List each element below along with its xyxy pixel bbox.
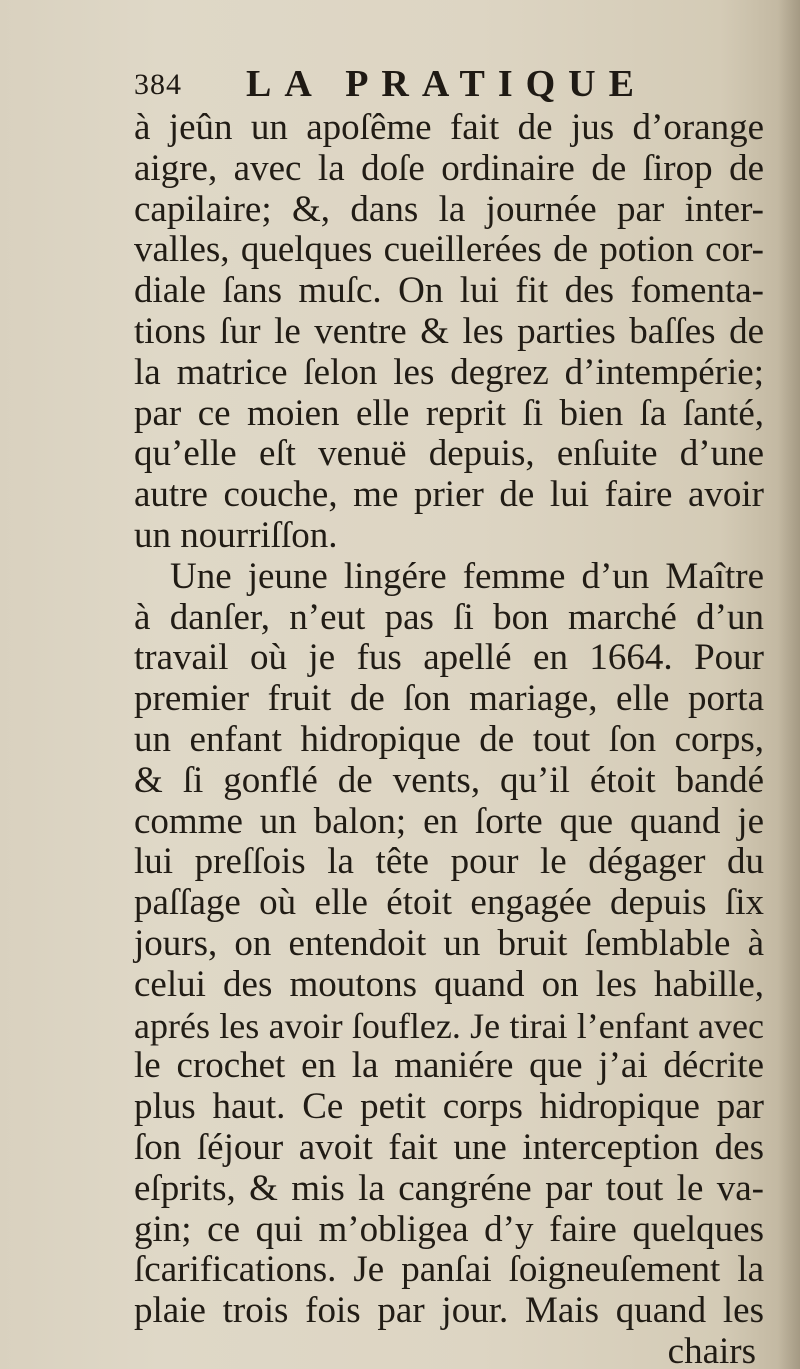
running-head [134, 62, 754, 110]
text-line: comme un balon; en ſorte que quand je [134, 800, 764, 842]
catchword: chairs [667, 1330, 756, 1369]
text-line: travail où je fus apellé en 1664. Pour [134, 637, 764, 679]
text-line: plus haut. Ce petit corps hidropique par [134, 1086, 764, 1128]
text-line: autre couche, me prier de lui faire avoir [134, 474, 764, 516]
text-line: capilaire; &, dans la journée par inter- [134, 188, 764, 230]
text-line: par ce moien elle reprit ſi bien ſa ſanté, [134, 392, 764, 434]
text-line: un enfant hidropique de tout ſon corps, [134, 718, 764, 760]
text-line: à danſer, n’eut pas ſi bon marché d’un [134, 596, 764, 638]
running-title: LA PRATIQUE [246, 63, 647, 105]
text-line: aprés les avoir ſouflez. Je tirai l’enfant avec [134, 1005, 764, 1046]
page-edge-shadow [778, 0, 800, 1369]
text-line: qu’elle eſt venuë depuis, enſuite d’une [134, 433, 764, 475]
text-line: la matrice ſelon les degrez d’intempérie; [134, 351, 764, 393]
text-line: & ſi gonflé de vents, qu’il étoit bandé [134, 759, 764, 801]
text-line: gin; ce qui m’obligea d’y faire quelques [134, 1208, 764, 1250]
paragraph-end-line: un nourriſſon. [134, 514, 338, 556]
text-line: celui des moutons quand on les habille, [134, 963, 764, 1005]
text-line: lui preſſois la tête pour le dégager du [134, 841, 764, 883]
text-line: valles, quelques cueillerées de potion cor- [134, 229, 764, 271]
page-number: 384 [134, 68, 182, 101]
text-line: à jeûn un apoſême fait de jus d’orange [134, 107, 764, 148]
text-line: eſprits, & mis la cangréne par tout le va- [134, 1167, 764, 1209]
text-line: paſſage où elle étoit engagée depuis ſix [134, 882, 764, 924]
text-line: premier fruit de ſon mariage, elle porta [134, 678, 764, 720]
body-text [134, 108, 764, 1369]
text-line: ſon ſéjour avoit fait une interception des [134, 1126, 764, 1168]
text-line: diale ſans muſc. On lui fit des fomenta- [134, 270, 764, 312]
text-line: tions ſur le ventre & les parties baſſes de [134, 310, 764, 352]
text-line: le crochet en la maniére que j’ai décrite [134, 1045, 764, 1087]
text-line: plaie trois fois par jour. Mais quand les [134, 1290, 764, 1332]
text-line: aigre, avec la doſe ordinaire de ſirop de [134, 147, 764, 189]
text-line: jours, on entendoit un bruit ſemblable à [134, 922, 764, 964]
paragraph-start-line: Une jeune lingére femme d’un Maître [170, 555, 764, 597]
text-line: ſcarifications. Je panſai ſoigneuſement la [134, 1249, 764, 1291]
